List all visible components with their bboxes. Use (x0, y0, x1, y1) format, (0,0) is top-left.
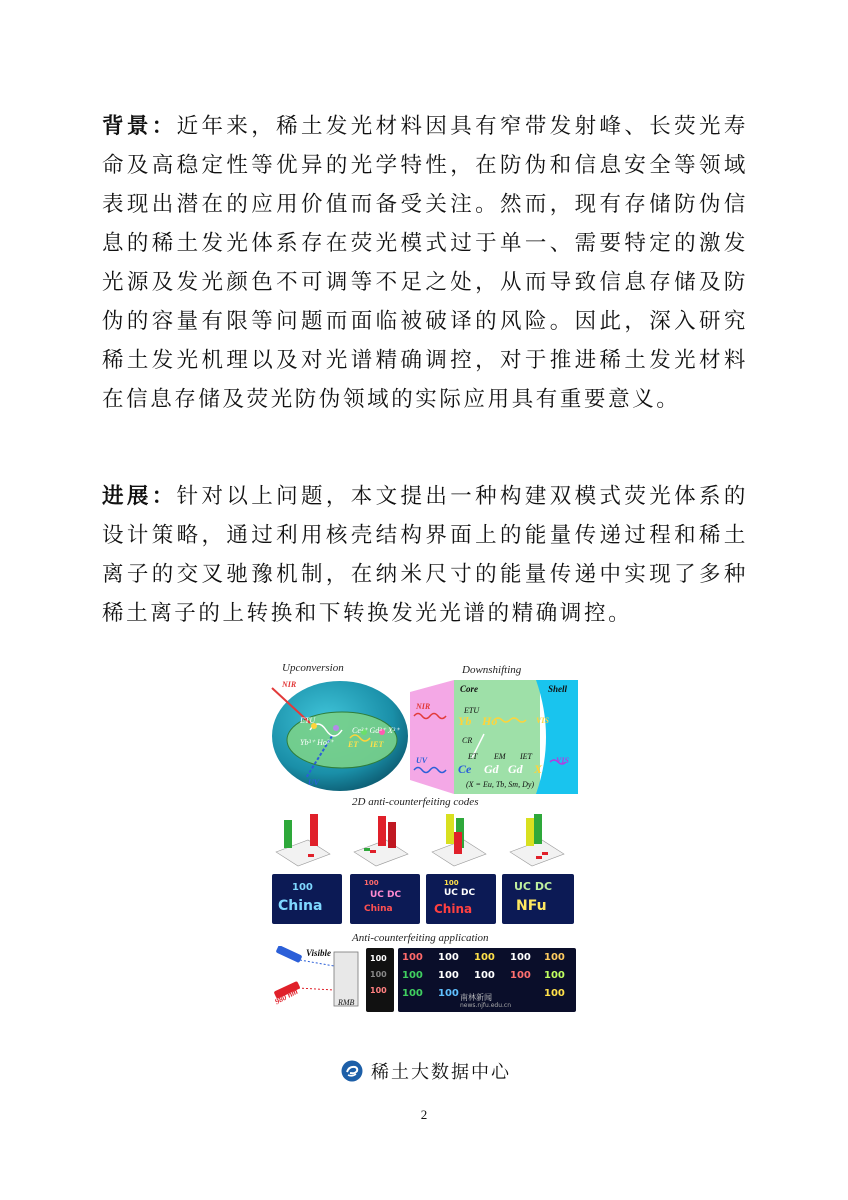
ds-gd-label-1: Gd (484, 762, 499, 776)
photo-3: 100 UC DC China (426, 874, 496, 924)
uc-uv-label: UV (308, 778, 320, 787)
grid-photo: 100 100 100 100 100 100 100 100 100 100 100 100 南林新闻 news.njfu.edu.cn 100 (398, 948, 576, 1012)
ds-uv-label: UV (416, 756, 428, 765)
ds-et-label: ET (468, 752, 478, 761)
photo-4: UC DC NFu (502, 874, 574, 924)
core-label: Core (460, 684, 478, 694)
ds-ce-label: Ce (458, 762, 472, 776)
code-card-2 (354, 816, 408, 866)
uc-et-label: ET (348, 740, 359, 749)
upconversion-title: Upconversion (282, 662, 344, 674)
code-card-1 (276, 814, 330, 866)
upconversion-sphere (270, 678, 410, 796)
watermark-url: news.njfu.edu.cn (460, 1002, 512, 1009)
ds-yb-label: Yb (458, 714, 472, 728)
code-card-4 (510, 814, 564, 866)
progress-label: 进展： (102, 484, 177, 509)
rmb-photo: 100 100 100 (366, 948, 394, 1012)
anti-counterfeiting-codes (270, 812, 578, 868)
footer-logo (341, 1058, 511, 1084)
footer-brand-name: 稀土大数据中心 (371, 1062, 511, 1083)
uc-ions-left: Yb³⁺ Ho³⁺ (300, 738, 334, 747)
background-text: 近年来，稀土发光材料因具有窄带发射峰、长荧光寿命及高稳定性等优异的光学特性，在防伪和信息安全等领域表现出潜在的应用价值而备受关注。然而，现有存储防伪信息的稀土发光体系存在荧光模式过于单一、需要特定的激发光源及发光颜色不可调等不足之处，从而导致信息存储及防伪的容量有限等问题而面临被破译的风险。因此，深入研究稀土发光机理以及对光谱精确调控，对于推进稀土发光材料在信息存储及荧光防伪领域的实际应用具有重要意义。 (102, 114, 748, 412)
ds-x-definition: (X = Eu, Tb, Sm, Dy) (466, 780, 535, 789)
nm980-label: 980 nm (273, 986, 300, 1007)
ds-iet-label: IET (520, 752, 532, 761)
brand-logo-icon (341, 1060, 363, 1082)
downshifting-title: Downshifting (462, 664, 522, 676)
codes-title: 2D anti-counterfeiting codes (352, 796, 479, 808)
ds-cr-label: CR (462, 736, 473, 745)
page-number: 2 (420, 1107, 428, 1122)
ds-em-label: EM (494, 752, 506, 761)
uc-etu-label: ETU (300, 716, 316, 725)
ds-vis-label-2: VIS (556, 756, 569, 765)
progress-paragraph (102, 477, 748, 633)
photo-2: 100 UC DC China (350, 874, 420, 924)
ds-nir-label: NIR (416, 702, 431, 711)
background-label: 背景： (102, 114, 177, 139)
ds-x-label: X (534, 762, 543, 776)
figure (270, 660, 578, 1015)
photo-1: 100 China (272, 874, 342, 924)
application-title: Anti-counterfeiting application (352, 932, 489, 944)
downshifting-panel (410, 680, 578, 794)
uc-nir-label: NIR (282, 680, 297, 689)
ds-vis-label: VIS (536, 716, 549, 725)
background-paragraph (102, 107, 748, 419)
code-card-3 (432, 814, 486, 866)
rmb-label: RMB (338, 998, 355, 1007)
progress-text: 针对以上问题，本文提出一种构建双模式荧光体系的设计策略，通过利用核壳结构界面上的能量传递过程和稀土离子的交叉驰豫机制，在纳米尺寸的能量传递中实现了多种稀土离子的上转换和下转换发光光谱的精确调控。 (102, 484, 748, 626)
uc-ions-mid: Ce³⁺ Gd³⁺ X³⁺ (352, 726, 400, 735)
ds-gd-label-2: Gd (508, 762, 523, 776)
ds-etu-label: ETU (464, 706, 480, 715)
watermark-cn: 南林新闻 (460, 993, 492, 1002)
uc-iet-label: IET (370, 740, 384, 749)
shell-label: Shell (548, 684, 568, 694)
ds-ho-label: Ho (482, 714, 498, 728)
visible-label: Visible (306, 948, 332, 958)
